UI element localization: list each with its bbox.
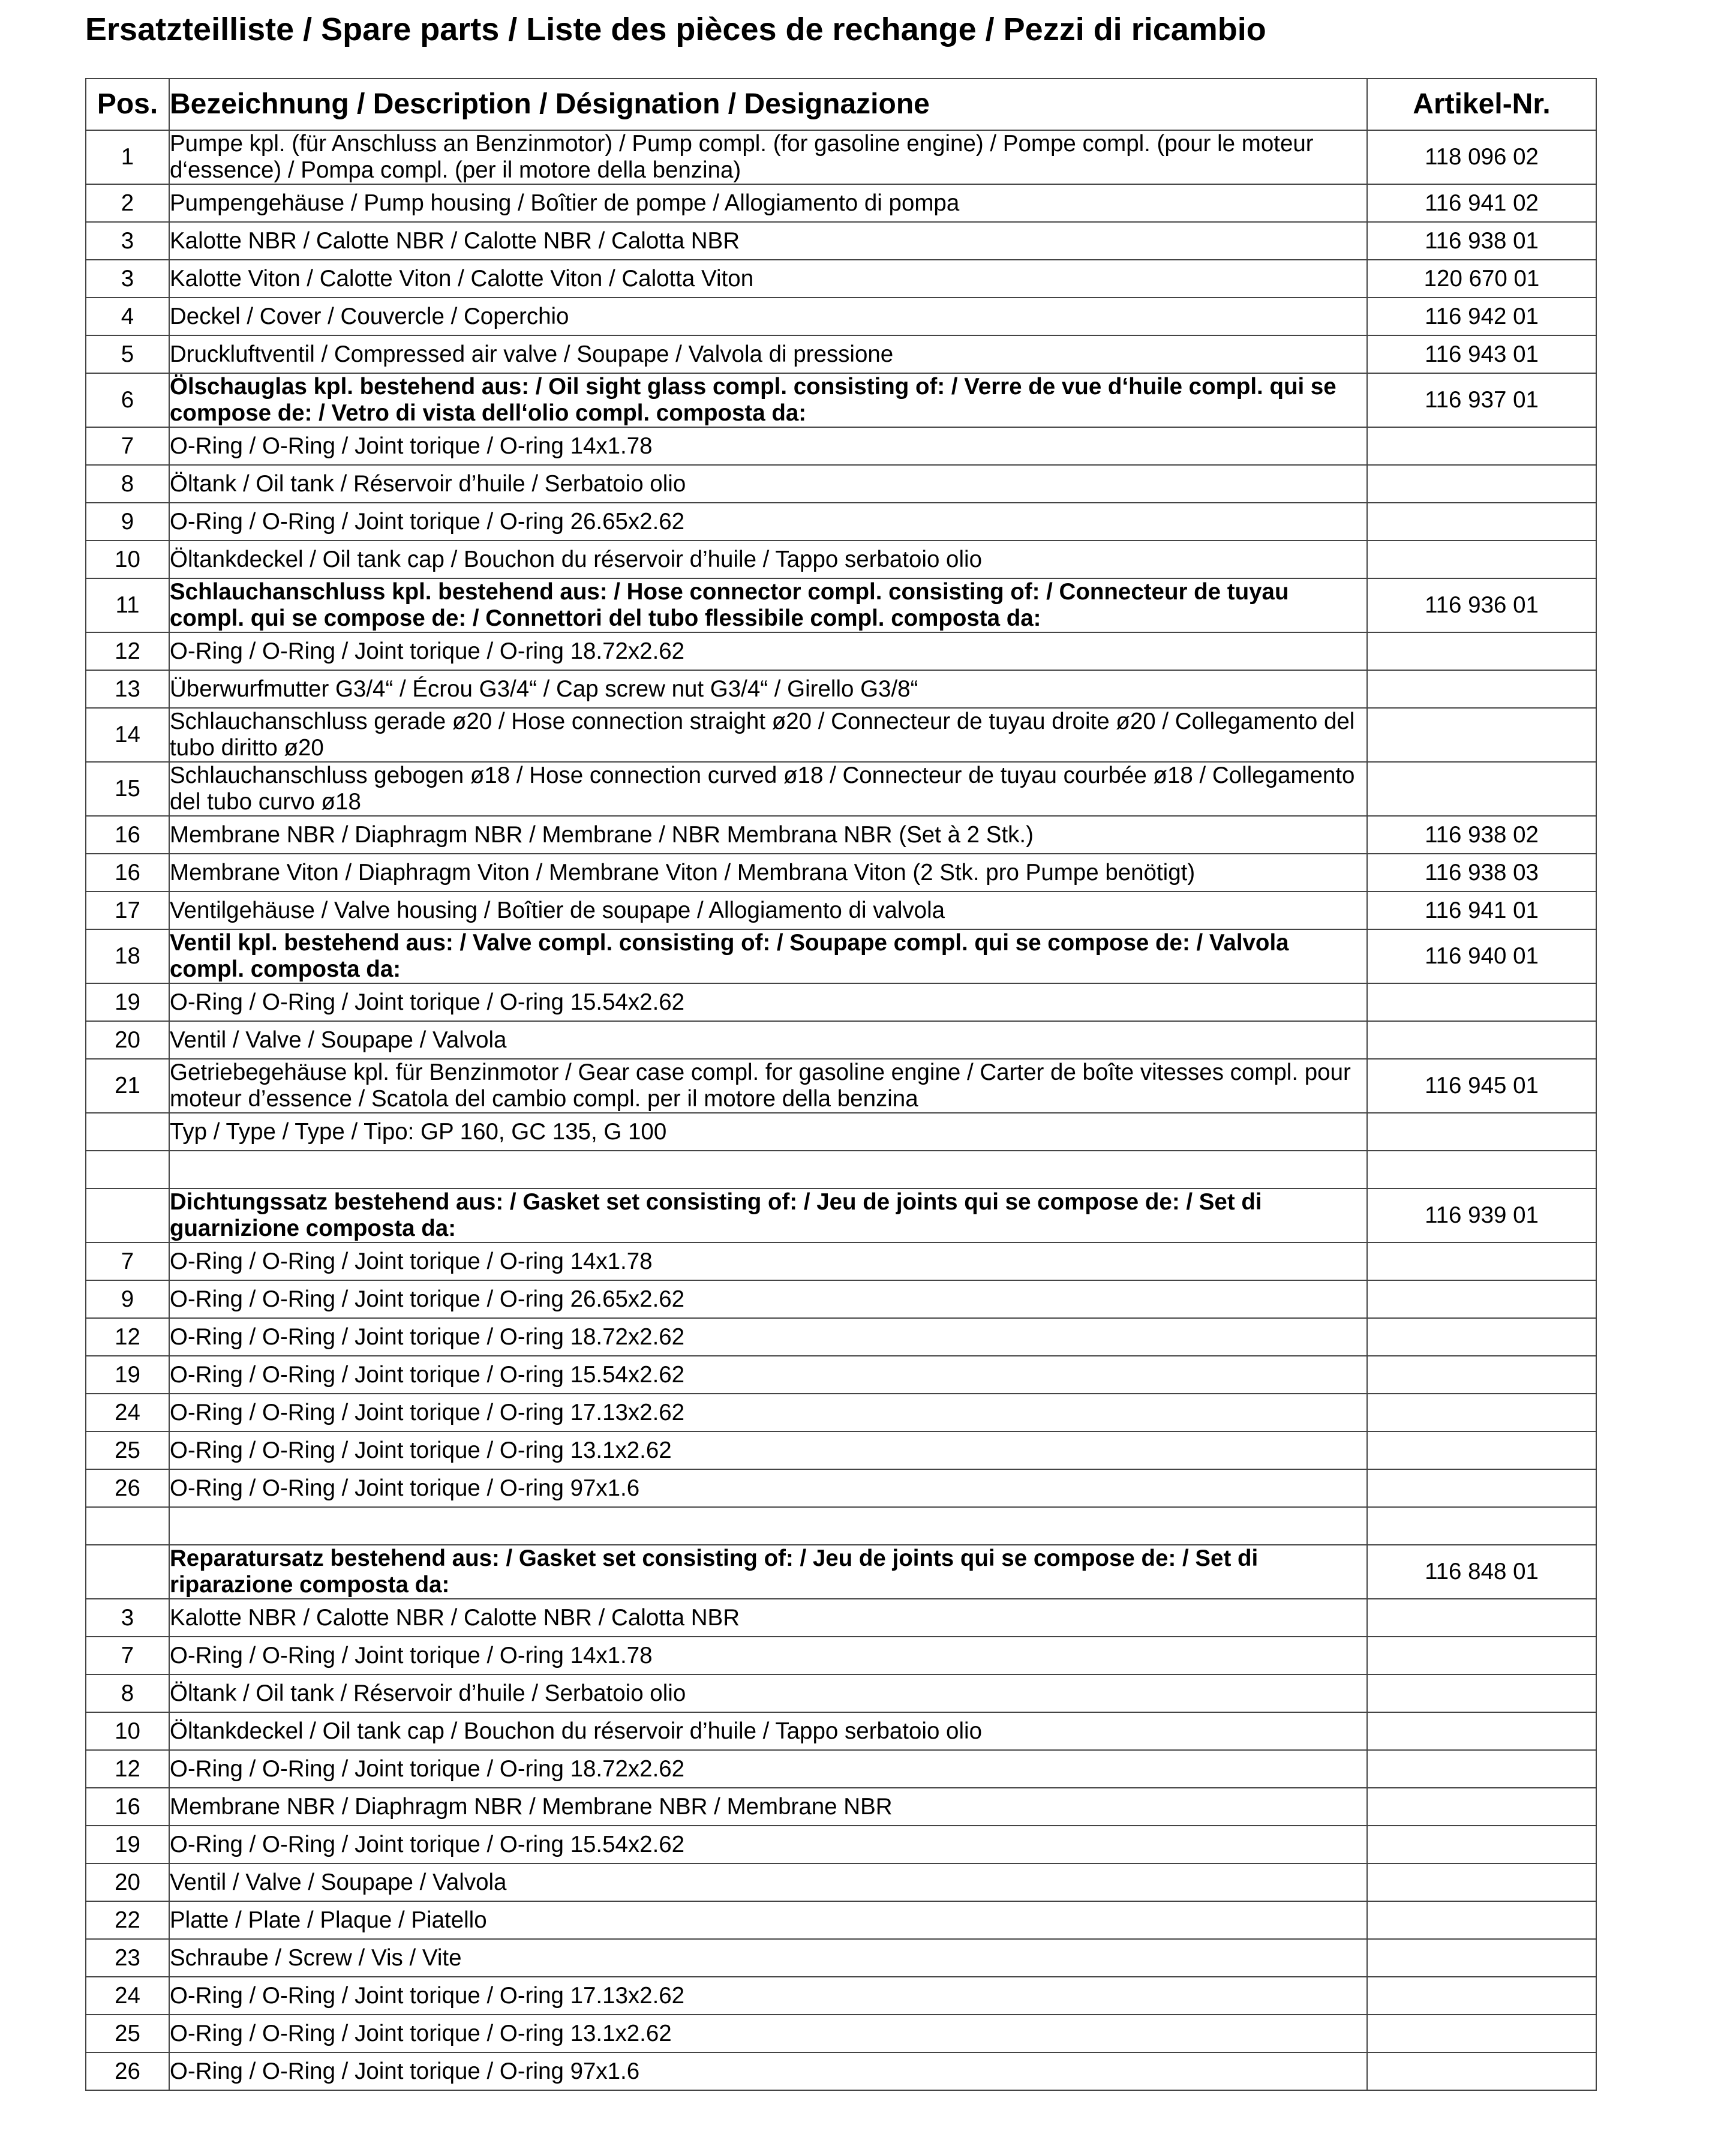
part-position-cell: 24 bbox=[86, 1977, 169, 2015]
part-position-cell bbox=[86, 1151, 169, 1188]
table-row bbox=[86, 503, 1596, 541]
article-number-cell bbox=[1367, 983, 1596, 1021]
part-description-cell bbox=[169, 1507, 1367, 1545]
table-row bbox=[86, 816, 1596, 854]
article-number-cell bbox=[1367, 1939, 1596, 1977]
article-number-cell bbox=[1367, 1712, 1596, 1750]
part-position-cell: 12 bbox=[86, 1750, 169, 1788]
part-description-cell: O-Ring / O-Ring / Joint torique / O-ring 14x1.78 bbox=[169, 1242, 1367, 1280]
article-number-cell bbox=[1367, 1356, 1596, 1394]
part-position-cell: 26 bbox=[86, 2052, 169, 2090]
article-number-cell: 116 938 01 bbox=[1367, 222, 1596, 260]
table-row bbox=[86, 1674, 1596, 1712]
article-number-cell: 116 938 03 bbox=[1367, 854, 1596, 892]
part-position-cell: 14 bbox=[86, 708, 169, 762]
article-number-cell bbox=[1367, 670, 1596, 708]
article-number-cell bbox=[1367, 2052, 1596, 2090]
article-number-cell bbox=[1367, 1599, 1596, 1637]
article-number-cell bbox=[1367, 1637, 1596, 1674]
part-description-cell: Öltankdeckel / Oil tank cap / Bouchon du réservoir d’huile / Tappo serbatoio olio bbox=[169, 1712, 1367, 1750]
part-description-cell: O-Ring / O-Ring / Joint torique / O-ring 18.72x2.62 bbox=[169, 1318, 1367, 1356]
table-row bbox=[86, 1356, 1596, 1394]
part-position-cell: 12 bbox=[86, 632, 169, 670]
part-description-cell bbox=[169, 1151, 1367, 1188]
part-position-cell: 16 bbox=[86, 854, 169, 892]
part-position-cell: 7 bbox=[86, 427, 169, 465]
part-position-cell: 3 bbox=[86, 260, 169, 298]
table-row bbox=[86, 2052, 1596, 2090]
part-description-cell: Membrane Viton / Diaphragm Viton / Membrane Viton / Membrana Viton (2 Stk. pro Pumpe benötigt) bbox=[169, 854, 1367, 892]
article-number-cell bbox=[1367, 1674, 1596, 1712]
part-position-cell bbox=[86, 1113, 169, 1151]
part-description-cell: O-Ring / O-Ring / Joint torique / O-ring 17.13x2.62 bbox=[169, 1977, 1367, 2015]
part-position-cell: 19 bbox=[86, 1356, 169, 1394]
article-number-cell bbox=[1367, 632, 1596, 670]
table-row bbox=[86, 184, 1596, 222]
part-description-cell: Kalotte NBR / Calotte NBR / Calotte NBR / Calotta NBR bbox=[169, 1599, 1367, 1637]
table-row bbox=[86, 578, 1596, 632]
table-row bbox=[86, 1242, 1596, 1280]
table-row bbox=[86, 298, 1596, 335]
table-row bbox=[86, 1059, 1596, 1113]
part-description-cell: Ventil / Valve / Soupape / Valvola bbox=[169, 1863, 1367, 1901]
part-position-cell: 20 bbox=[86, 1863, 169, 1901]
part-description-cell: O-Ring / O-Ring / Joint torique / O-ring 13.1x2.62 bbox=[169, 2015, 1367, 2052]
part-position-cell: 23 bbox=[86, 1939, 169, 1977]
part-position-cell: 1 bbox=[86, 130, 169, 184]
column-header-description: Bezeichnung / Description / Désignation / Designazione bbox=[169, 79, 1367, 130]
article-number-cell bbox=[1367, 1318, 1596, 1356]
article-number-cell: 116 941 01 bbox=[1367, 892, 1596, 929]
article-number-cell bbox=[1367, 1826, 1596, 1863]
table-row bbox=[86, 1863, 1596, 1901]
part-description-cell: Kalotte Viton / Calotte Viton / Calotte Viton / Calotta Viton bbox=[169, 260, 1367, 298]
article-number-cell bbox=[1367, 1863, 1596, 1901]
table-row bbox=[86, 222, 1596, 260]
part-position-cell: 18 bbox=[86, 929, 169, 983]
part-description-cell: O-Ring / O-Ring / Joint torique / O-ring 18.72x2.62 bbox=[169, 632, 1367, 670]
table-row bbox=[86, 260, 1596, 298]
part-description-cell: O-Ring / O-Ring / Joint torique / O-ring 14x1.78 bbox=[169, 1637, 1367, 1674]
table-header-row bbox=[86, 79, 1596, 130]
table-row bbox=[86, 1901, 1596, 1939]
part-position-cell: 16 bbox=[86, 1788, 169, 1826]
table-row bbox=[86, 1113, 1596, 1151]
part-position-cell: 7 bbox=[86, 1637, 169, 1674]
article-number-cell: 118 096 02 bbox=[1367, 130, 1596, 184]
article-number-cell: 116 942 01 bbox=[1367, 298, 1596, 335]
article-number-cell bbox=[1367, 1280, 1596, 1318]
article-number-cell bbox=[1367, 1977, 1596, 2015]
table-row bbox=[86, 1151, 1596, 1188]
table-body bbox=[86, 130, 1596, 2090]
part-position-cell: 19 bbox=[86, 1826, 169, 1863]
part-position-cell: 15 bbox=[86, 762, 169, 816]
part-description-cell: Öltankdeckel / Oil tank cap / Bouchon du réservoir d’huile / Tappo serbatoio olio bbox=[169, 541, 1367, 578]
part-description-cell: O-Ring / O-Ring / Joint torique / O-ring 17.13x2.62 bbox=[169, 1394, 1367, 1431]
article-number-cell bbox=[1367, 427, 1596, 465]
part-description-cell: Pumpe kpl. (für Anschluss an Benzinmotor) / Pump compl. (for gasoline engine) / Pompe compl. (pour le moteur d‘essence) / Pompa compl. (per il motore della benzina) bbox=[169, 130, 1367, 184]
article-number-cell bbox=[1367, 1151, 1596, 1188]
part-description-cell: Schraube / Screw / Vis / Vite bbox=[169, 1939, 1367, 1977]
part-position-cell: 17 bbox=[86, 892, 169, 929]
part-description-cell: O-Ring / O-Ring / Joint torique / O-ring 15.54x2.62 bbox=[169, 983, 1367, 1021]
table-row bbox=[86, 1712, 1596, 1750]
part-position-cell: 2 bbox=[86, 184, 169, 222]
table-row bbox=[86, 1939, 1596, 1977]
part-description-cell: Überwurfmutter G3/4“ / Écrou G3/4“ / Cap screw nut G3/4“ / Girello G3/8“ bbox=[169, 670, 1367, 708]
part-position-cell: 24 bbox=[86, 1394, 169, 1431]
part-description-cell: Ventilgehäuse / Valve housing / Boîtier de soupape / Allogiamento di valvola bbox=[169, 892, 1367, 929]
part-position-cell: 3 bbox=[86, 1599, 169, 1637]
table-row bbox=[86, 670, 1596, 708]
part-position-cell: 8 bbox=[86, 465, 169, 503]
part-description-cell: Pumpengehäuse / Pump housing / Boîtier de pompe / Allogiamento di pompa bbox=[169, 184, 1367, 222]
part-position-cell: 26 bbox=[86, 1469, 169, 1507]
part-position-cell: 19 bbox=[86, 983, 169, 1021]
table-row bbox=[86, 1318, 1596, 1356]
table-row bbox=[86, 427, 1596, 465]
table-row bbox=[86, 1599, 1596, 1637]
part-description-cell: O-Ring / O-Ring / Joint torique / O-ring 97x1.6 bbox=[169, 2052, 1367, 2090]
article-number-cell bbox=[1367, 762, 1596, 816]
part-position-cell bbox=[86, 1507, 169, 1545]
table-row bbox=[86, 1826, 1596, 1863]
part-position-cell: 9 bbox=[86, 503, 169, 541]
table-row bbox=[86, 1431, 1596, 1469]
article-number-cell bbox=[1367, 1394, 1596, 1431]
part-description-cell: Öltank / Oil tank / Réservoir d’huile / Serbatoio olio bbox=[169, 465, 1367, 503]
part-description-cell: Dichtungssatz bestehend aus: / Gasket set consisting of: / Jeu de joints qui se compose de: / Set di guarnizione composta da: bbox=[169, 1188, 1367, 1242]
article-number-cell: 116 848 01 bbox=[1367, 1545, 1596, 1599]
article-number-cell bbox=[1367, 1750, 1596, 1788]
table-row bbox=[86, 1469, 1596, 1507]
part-description-cell: Typ / Type / Type / Tipo: GP 160, GC 135, G 100 bbox=[169, 1113, 1367, 1151]
part-position-cell: 5 bbox=[86, 335, 169, 373]
part-description-cell: O-Ring / O-Ring / Joint torique / O-ring 13.1x2.62 bbox=[169, 1431, 1367, 1469]
part-description-cell: Deckel / Cover / Couvercle / Coperchio bbox=[169, 298, 1367, 335]
article-number-cell: 116 940 01 bbox=[1367, 929, 1596, 983]
table-row bbox=[86, 983, 1596, 1021]
part-position-cell bbox=[86, 1545, 169, 1599]
table-row bbox=[86, 1637, 1596, 1674]
part-position-cell: 3 bbox=[86, 222, 169, 260]
part-position-cell: 11 bbox=[86, 578, 169, 632]
part-position-cell: 20 bbox=[86, 1021, 169, 1059]
page-title: Ersatzteilliste / Spare parts / Liste des pièces de rechange / Pezzi di ricambio bbox=[85, 11, 1266, 47]
part-description-cell: Schlauchanschluss kpl. bestehend aus: / Hose connector compl. consisting of: / Connecteur de tuyau compl. qui se compose de: / Connettori del tubo flessibile compl. composta da: bbox=[169, 578, 1367, 632]
part-position-cell: 9 bbox=[86, 1280, 169, 1318]
table-row bbox=[86, 130, 1596, 184]
part-position-cell: 16 bbox=[86, 816, 169, 854]
table-row bbox=[86, 1750, 1596, 1788]
table-row bbox=[86, 1188, 1596, 1242]
part-position-cell: 10 bbox=[86, 541, 169, 578]
table-row bbox=[86, 1977, 1596, 2015]
part-position-cell: 13 bbox=[86, 670, 169, 708]
part-description-cell: Ventil / Valve / Soupape / Valvola bbox=[169, 1021, 1367, 1059]
table-row bbox=[86, 1394, 1596, 1431]
article-number-cell: 116 943 01 bbox=[1367, 335, 1596, 373]
part-position-cell: 6 bbox=[86, 373, 169, 427]
table-row bbox=[86, 465, 1596, 503]
part-position-cell: 4 bbox=[86, 298, 169, 335]
article-number-cell bbox=[1367, 1788, 1596, 1826]
part-description-cell: O-Ring / O-Ring / Joint torique / O-ring 26.65x2.62 bbox=[169, 1280, 1367, 1318]
article-number-cell bbox=[1367, 1901, 1596, 1939]
part-description-cell: Membrane NBR / Diaphragm NBR / Membrane / NBR Membrana NBR (Set à 2 Stk.) bbox=[169, 816, 1367, 854]
article-number-cell bbox=[1367, 465, 1596, 503]
part-description-cell: O-Ring / O-Ring / Joint torique / O-ring 18.72x2.62 bbox=[169, 1750, 1367, 1788]
article-number-cell: 116 938 02 bbox=[1367, 816, 1596, 854]
article-number-cell bbox=[1367, 1507, 1596, 1545]
part-description-cell: Kalotte NBR / Calotte NBR / Calotte NBR / Calotta NBR bbox=[169, 222, 1367, 260]
article-number-cell: 116 941 02 bbox=[1367, 184, 1596, 222]
article-number-cell: 116 937 01 bbox=[1367, 373, 1596, 427]
article-number-cell: 116 945 01 bbox=[1367, 1059, 1596, 1113]
article-number-cell bbox=[1367, 1469, 1596, 1507]
part-position-cell: 8 bbox=[86, 1674, 169, 1712]
part-position-cell: 25 bbox=[86, 1431, 169, 1469]
table-row bbox=[86, 1788, 1596, 1826]
part-position-cell: 7 bbox=[86, 1242, 169, 1280]
table-row bbox=[86, 335, 1596, 373]
part-description-cell: O-Ring / O-Ring / Joint torique / O-ring 26.65x2.62 bbox=[169, 503, 1367, 541]
part-position-cell: 25 bbox=[86, 2015, 169, 2052]
table-row bbox=[86, 373, 1596, 427]
article-number-cell bbox=[1367, 1431, 1596, 1469]
article-number-cell: 116 939 01 bbox=[1367, 1188, 1596, 1242]
part-position-cell: 12 bbox=[86, 1318, 169, 1356]
table-row bbox=[86, 1021, 1596, 1059]
part-description-cell: Getriebegehäuse kpl. für Benzinmotor / Gear case compl. for gasoline engine / Carter de boîte vitesses compl. pour moteur d’essence / Scatola del cambio compl. per il motore della benzina bbox=[169, 1059, 1367, 1113]
part-description-cell: Ventil kpl. bestehend aus: / Valve compl. consisting of: / Soupape compl. qui se compose de: / Valvola compl. composta da: bbox=[169, 929, 1367, 983]
part-description-cell: Schlauchanschluss gebogen ø18 / Hose connection curved ø18 / Connecteur de tuyau courbée ø18 / Collegamento del tubo curvo ø18 bbox=[169, 762, 1367, 816]
article-number-cell bbox=[1367, 2015, 1596, 2052]
part-description-cell: O-Ring / O-Ring / Joint torique / O-ring 97x1.6 bbox=[169, 1469, 1367, 1507]
table-row bbox=[86, 708, 1596, 762]
part-description-cell: Ölschauglas kpl. bestehend aus: / Oil sight glass compl. consisting of: / Verre de vue d‘huile compl. qui se compose de: / Vetro di vista dell‘olio compl. composta da: bbox=[169, 373, 1367, 427]
spare-parts-table bbox=[85, 78, 1597, 2091]
part-description-cell: O-Ring / O-Ring / Joint torique / O-ring 15.54x2.62 bbox=[169, 1826, 1367, 1863]
table-row bbox=[86, 929, 1596, 983]
article-number-cell bbox=[1367, 1021, 1596, 1059]
part-description-cell: Öltank / Oil tank / Réservoir d’huile / Serbatoio olio bbox=[169, 1674, 1367, 1712]
table-row bbox=[86, 1280, 1596, 1318]
article-number-cell bbox=[1367, 1113, 1596, 1151]
part-description-cell: O-Ring / O-Ring / Joint torique / O-ring 14x1.78 bbox=[169, 427, 1367, 465]
table-row bbox=[86, 892, 1596, 929]
part-position-cell: 22 bbox=[86, 1901, 169, 1939]
article-number-cell bbox=[1367, 1242, 1596, 1280]
table-row bbox=[86, 2015, 1596, 2052]
table-row bbox=[86, 1545, 1596, 1599]
table-row bbox=[86, 762, 1596, 816]
article-number-cell: 116 936 01 bbox=[1367, 578, 1596, 632]
column-header-pos: Pos. bbox=[86, 79, 169, 130]
table-row bbox=[86, 541, 1596, 578]
article-number-cell bbox=[1367, 541, 1596, 578]
part-description-cell: Membrane NBR / Diaphragm NBR / Membrane NBR / Membrane NBR bbox=[169, 1788, 1367, 1826]
table-row bbox=[86, 854, 1596, 892]
part-description-cell: Platte / Plate / Plaque / Piatello bbox=[169, 1901, 1367, 1939]
part-position-cell bbox=[86, 1188, 169, 1242]
part-position-cell: 21 bbox=[86, 1059, 169, 1113]
part-description-cell: Schlauchanschluss gerade ø20 / Hose connection straight ø20 / Connecteur de tuyau droite ø20 / Collegamento del tubo diritto ø20 bbox=[169, 708, 1367, 762]
table-row bbox=[86, 1507, 1596, 1545]
article-number-cell: 120 670 01 bbox=[1367, 260, 1596, 298]
table-row bbox=[86, 632, 1596, 670]
column-header-article-number: Artikel-Nr. bbox=[1367, 79, 1596, 130]
part-description-cell: Reparatursatz bestehend aus: / Gasket set consisting of: / Jeu de joints qui se compose de: / Set di riparazione composta da: bbox=[169, 1545, 1367, 1599]
part-position-cell: 10 bbox=[86, 1712, 169, 1750]
article-number-cell bbox=[1367, 503, 1596, 541]
part-description-cell: Druckluftventil / Compressed air valve / Soupape / Valvola di pressione bbox=[169, 335, 1367, 373]
part-description-cell: O-Ring / O-Ring / Joint torique / O-ring 15.54x2.62 bbox=[169, 1356, 1367, 1394]
article-number-cell bbox=[1367, 708, 1596, 762]
